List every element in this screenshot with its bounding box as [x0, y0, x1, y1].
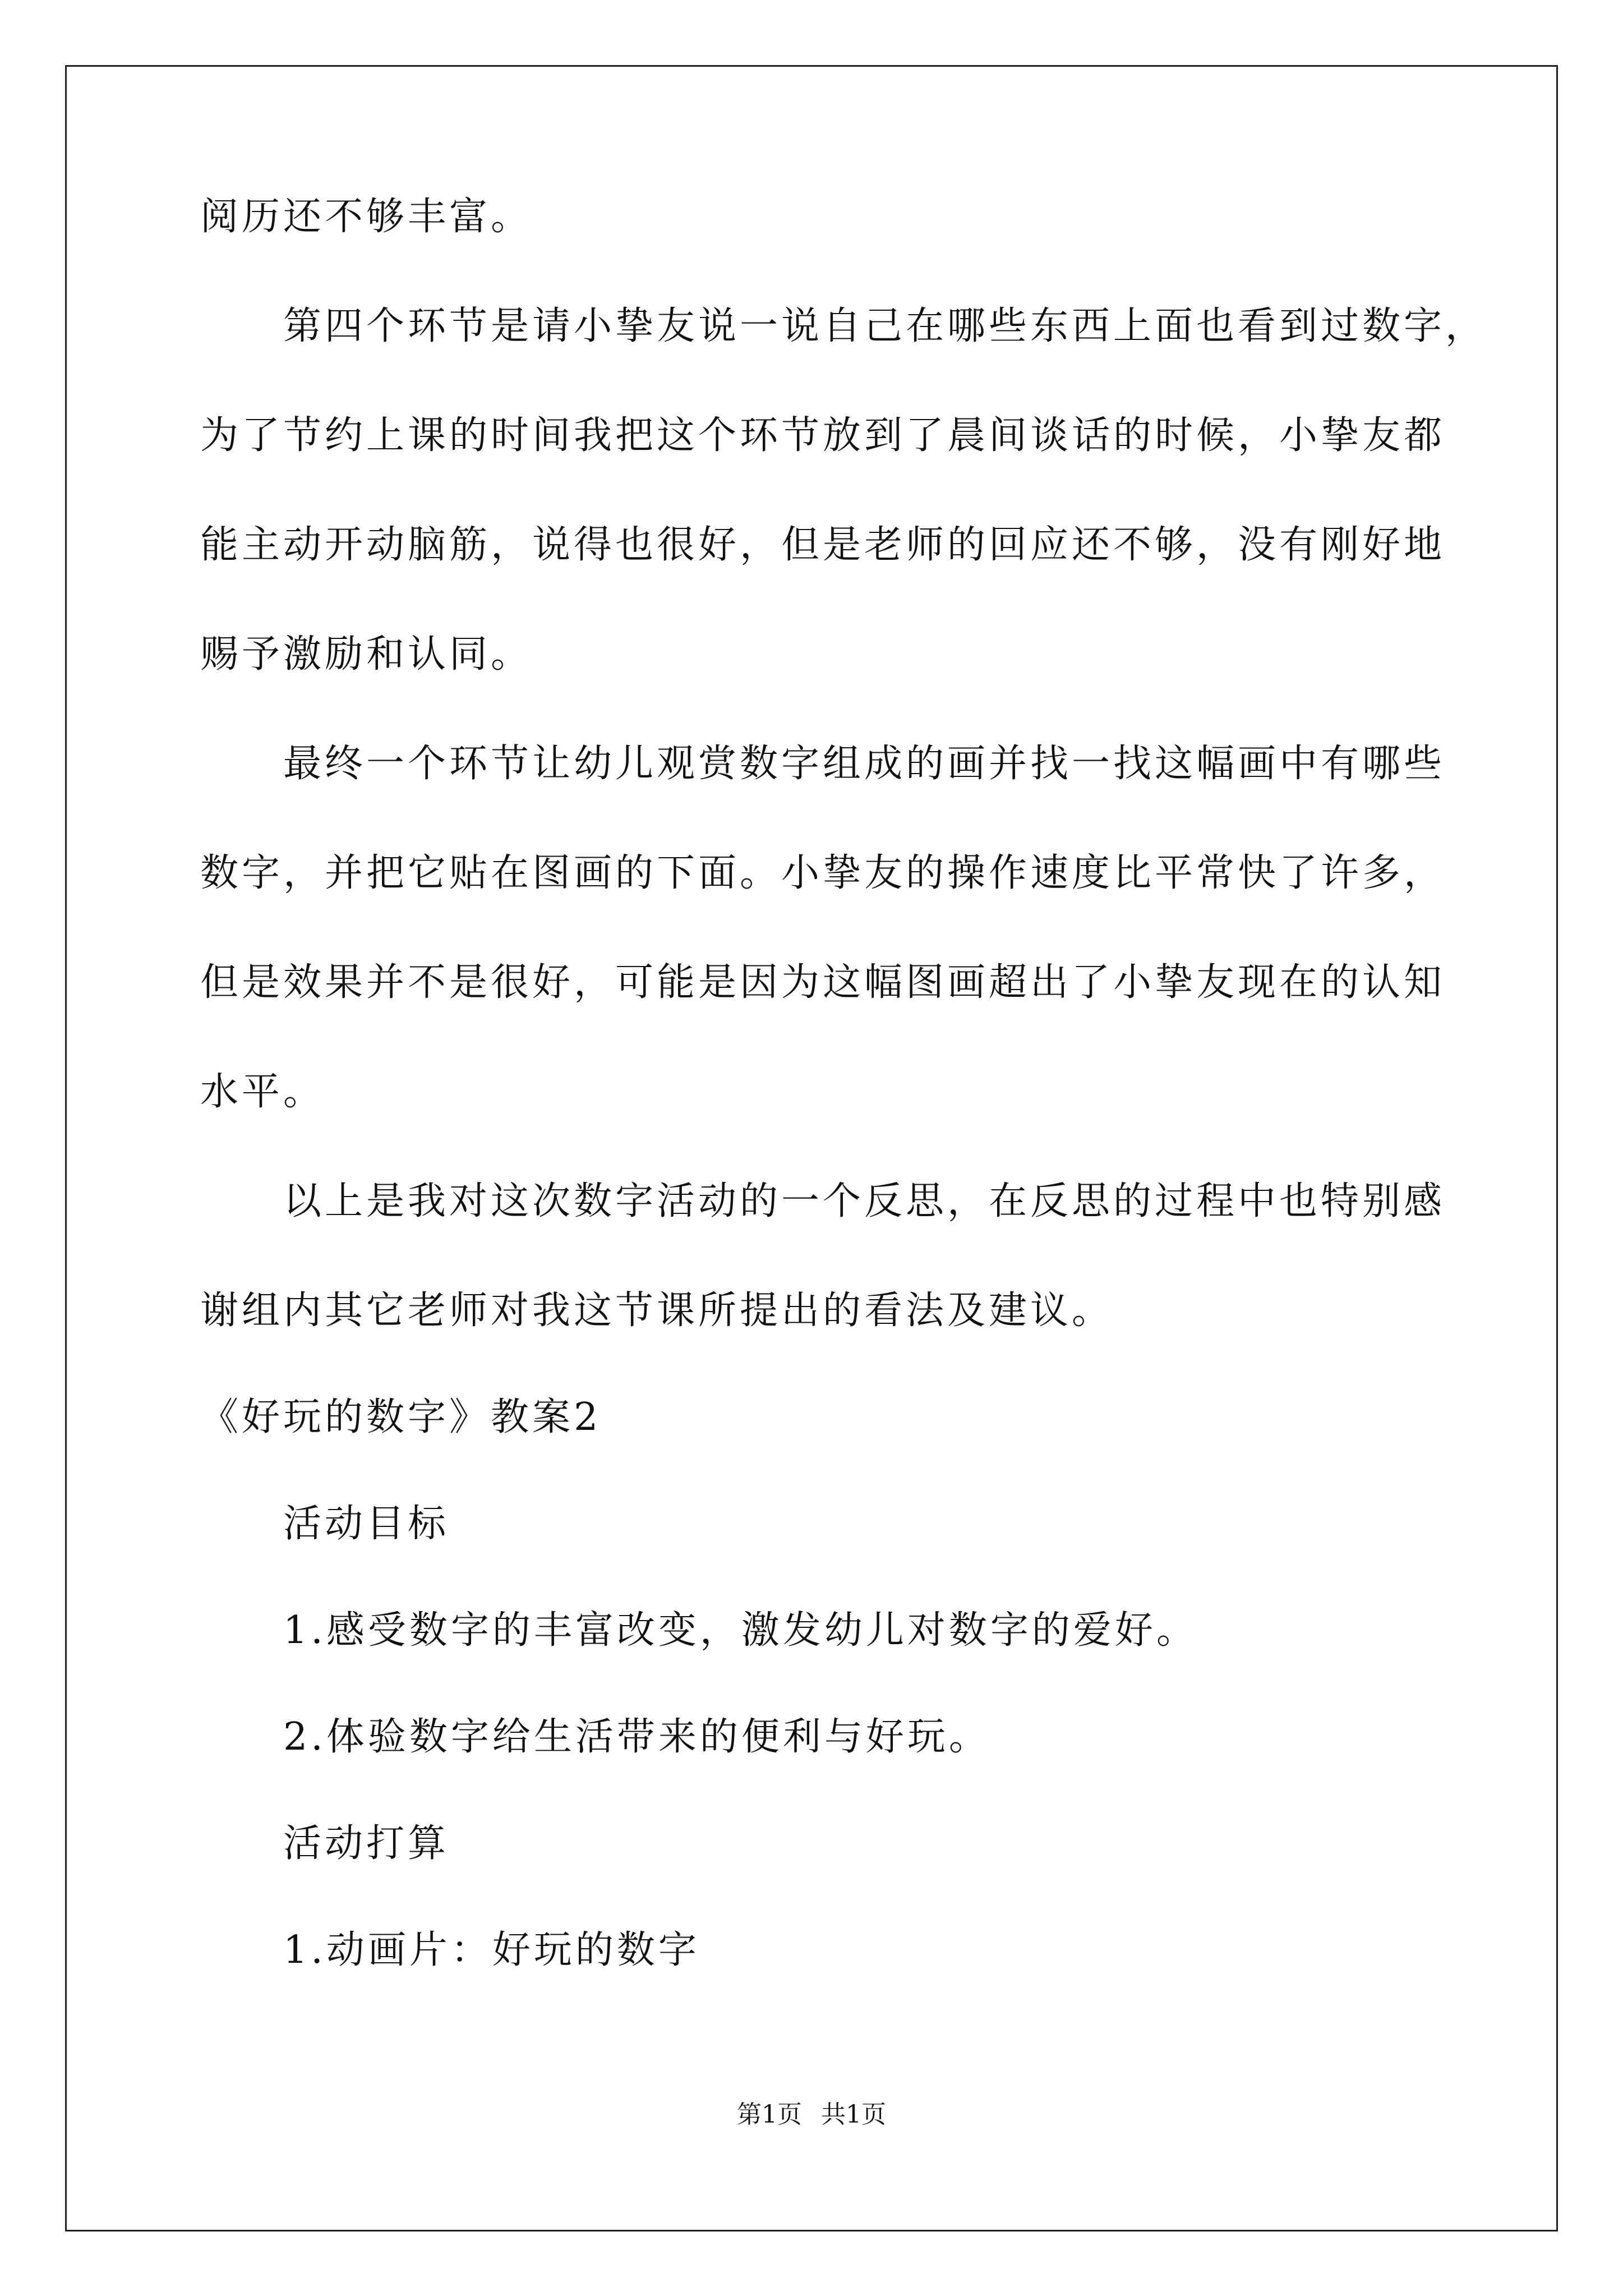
- text-line: 谢组内其它老师对我这节课所提出的看法及建议。: [200, 1289, 1114, 1333]
- page-number: 第1页: [737, 2100, 802, 2129]
- text-line: 阅历还不够丰富。: [200, 195, 533, 239]
- text-line: 为了节约上课的时间我把这个环节放到了晨间谈话的时候，小挚友都: [200, 413, 1446, 458]
- text-line: 第四个环节是请小挚友说一说自己在哪些东西上面也看到过数字，: [283, 304, 1487, 348]
- list-item: 1.感受数字的丰富改变，激发幼儿对数字的爱好。: [283, 1608, 1198, 1653]
- list-item: 2.体验数字给生活带来的便利与好玩。: [283, 1715, 990, 1759]
- page-border: [65, 65, 1558, 2231]
- text-line: 以上是我对这次数字活动的一个反思，在反思的过程中也特别感: [283, 1179, 1446, 1223]
- subheading: 活动目标: [283, 1502, 450, 1546]
- section-heading: 《好玩的数字》教案2: [200, 1395, 602, 1439]
- text-line: 赐予激励和认同。: [200, 632, 533, 677]
- text-line: 水平。: [200, 1070, 325, 1114]
- page-footer: [0, 2098, 1623, 2132]
- text-line: 能主动开动脑筋，说得也很好，但是老师的回应还不够，没有刚好地: [200, 523, 1446, 567]
- text-line: 但是效果并不是很好，可能是因为这幅图画超出了小挚友现在的认知: [200, 960, 1446, 1005]
- subheading: 活动打算: [283, 1821, 450, 1866]
- list-item: 1.动画片：好玩的数字: [283, 1928, 700, 1972]
- text-line: 最终一个环节让幼儿观赏数字组成的画并找一找这幅画中有哪些: [283, 742, 1446, 786]
- text-line: 数字，并把它贴在图画的下面。小挚友的操作速度比平常快了许多，: [200, 851, 1446, 895]
- page-total: 共1页: [821, 2100, 886, 2129]
